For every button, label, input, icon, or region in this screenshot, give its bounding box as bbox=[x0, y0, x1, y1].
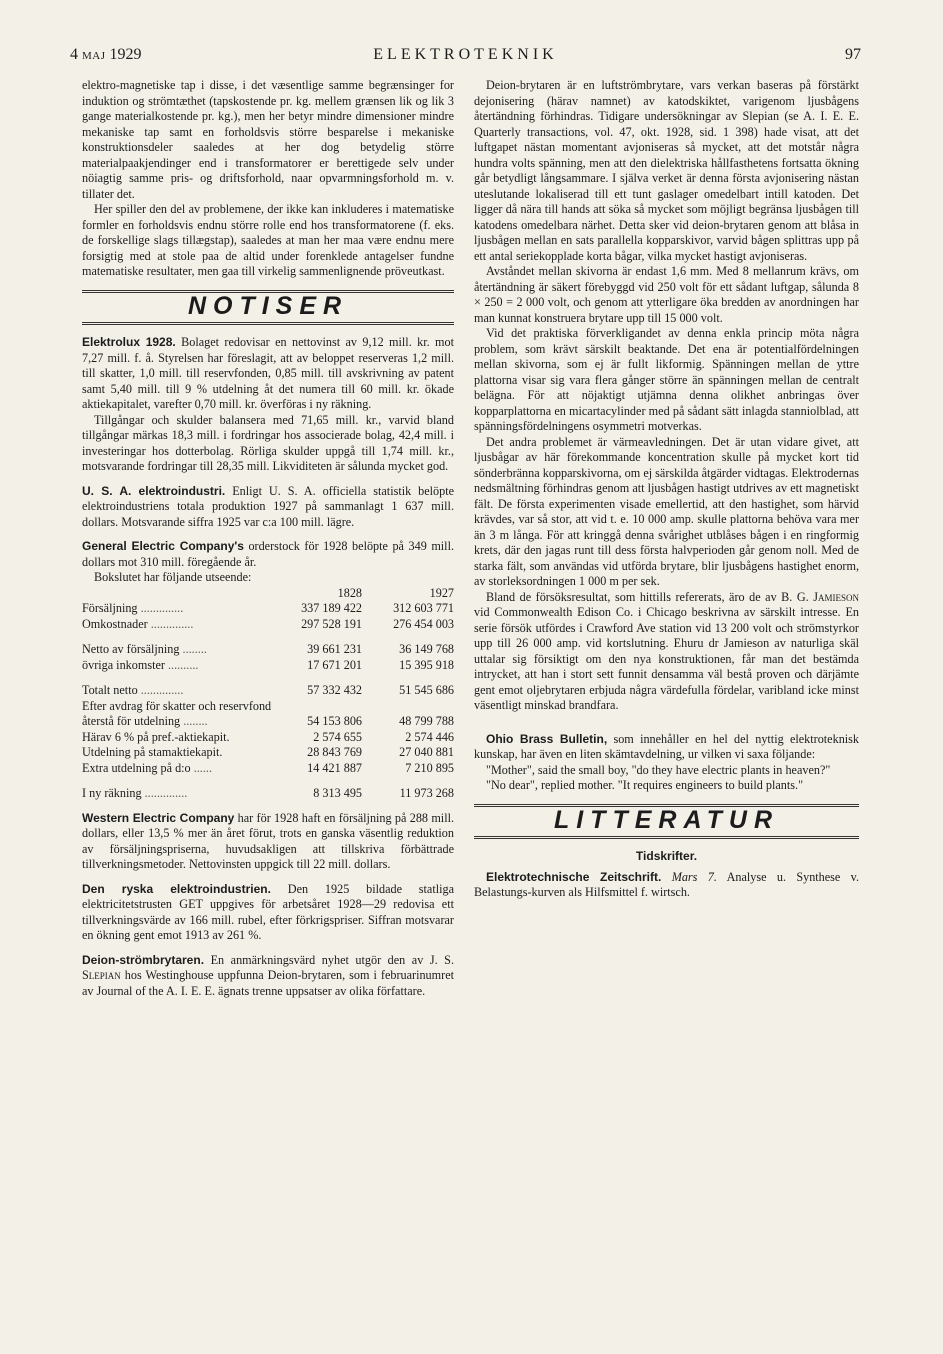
table-row: Efter avdrag för skatter och reservfond återstå för utdelning ........ 54 153 806 48 799 788 bbox=[82, 698, 454, 728]
article-heading: Ohio Brass Bulletin, bbox=[486, 731, 608, 746]
article-heading: U. S. A. elektroindustri. bbox=[82, 483, 226, 498]
table-row: Totalt netto .............. 57 332 432 51 545 686 bbox=[82, 683, 454, 697]
quote-line: "Mother", said the small boy, "do they have electric plants in heaven?" bbox=[486, 762, 831, 777]
section-title-litteratur: LITTERATUR bbox=[553, 805, 780, 834]
table-year-header: 1828 bbox=[337, 585, 362, 600]
usa-article: U. S. A. elektroindustri. Enligt U. S. A. officiella statistik belöpte elektroindustriens totala produktion 1927 på sammanlagt 1 637 mill. dollars. Motsvarande siffra 1925 var c:a 100 mill. lägre. bbox=[82, 483, 454, 529]
right-column bbox=[474, 78, 859, 901]
page-number: 97 bbox=[845, 46, 861, 63]
russian-article: Den ryska elektroindustrien. Den 1925 bildade statliga elektricitetstrusten GET uppgives för arbetsåret 1928—29 redovisa ett tillverkningsvärde av 166 mill. rubel, efter förkrigspriser. Siffran motsvarar en ökning gent emot 1913 av 261 %. bbox=[82, 881, 455, 942]
table-row: Omkostnader .............. 297 528 191 276 454 003 bbox=[82, 616, 454, 631]
deion-paragraph-1: Deion-brytaren är en luftströmbrytare, vars verkan baseras på förstärkt dejonisering (härav namnet) av katodskiktet, varigenom ljusbågens återtändning förhindras. Tidigare undersökningar av Slepian (se A. I. E. E. Quarterly transactions, vol. 47, okt. 1928, sid. 1 398) hade visat, att det luftgapet nästan momentant avjoniseras så mycket, att det motstår några hundra volts spänning, men att den dielektriska hållfasthetens fortsatta ökning går betydligt långsammare. I själva verket är denna första avjonisering nästan uteslutande lokaliserad till ett tunt gaslager omedelbart intill katoden. Det ligger då nära till hands att söka så mycket som möjligt begränsa ljusbågen till katodens omedelbara närhet. Detta sker vid deion-brytaren genom att blåsa in ljusbågen mellan en sats parallella kopparskivor, varvid bågen splittras upp på ett antal seriekopplade korta bågar, vilka mycket hastigt avjoniseras. bbox=[474, 78, 859, 263]
elektrolux-paragraph-2: Tillgångar och skulder balansera med 71,65 mill. kr., varvid bland tillgångar märkas 18,3 mill. i fordringar hos associerade bolag, 42,4 mill. i investeringar hos dotterbolag. Rörliga skulder uppgå till 1,74 mill. kr., motsvarande fordringar till 28,35 mill. Likviditeten är sålunda mycket god. bbox=[82, 412, 454, 473]
litteratur-banner bbox=[474, 804, 859, 840]
article-heading: Elektrolux 1928. bbox=[82, 335, 176, 349]
financial-table bbox=[82, 586, 454, 802]
table-row: Utdelning på stamaktiekapit. 28 843 769 27 040 881 bbox=[82, 745, 454, 759]
intro-paragraph: elektro-magnetiske tap i disse, i det væsentlige samme begrænsinger for induktion og strömtæthet (tapskostende pr. kg. mellem grænsen lik og lik 3 gange materialkostende pr. kg.), men her betyr mindre dimensioner mindre mekaniske tap samt en forholdsvis större besparelse i mekaniske konstruktionsdeler saaledes at her dog betydelig större materialpaakjendinger end i transformatorer er berettigede selv under nöiagtig samme pris- og driftsforhold, naar opvarmningsforhold m. v. tillater det. bbox=[82, 78, 454, 201]
article-heading: Western Electric Company bbox=[82, 810, 235, 825]
tidskrifter-heading: Tidskrifter. bbox=[635, 849, 698, 863]
western-electric-article: Western Electric Company har för 1928 haft en försäljning på 288 mill. dollars, eller 13,5 % mer än året förut, trots en ganska väsentlig reduktion av försäljningspriserna, huvudsakligen att tillskriva förbättrade tillverkningsmetoder. Nettovinsten uppgick till 22 mill. dollars. bbox=[82, 810, 455, 871]
table-row: Extra utdelning på d:o ...... 14 421 887 7 210 895 bbox=[82, 760, 454, 775]
deion-article: Deion-strömbrytaren. En anmärkningsvärd nyhet utgör den av J. S. Slepian hos Westinghouse uppfunna Deion-brytaren, som i februarinumret av Journal of the A. I. E. E. ägnats trenne uppsatser av olika författare. bbox=[82, 952, 455, 998]
intro-paragraph-2: Her spiller den del av problemene, der ikke kan inkluderes i matematiske formler en forholdsvis endnu större rolle end hos transformatorene (f. eks. de forskellige slags tillægstap), saaledes at man her maa være endnu mere forsigtig med at stole paa de altid under forenklede antagelser fundne matematiske resultater, men gaa till virkelig sammenlignende pröveutkast. bbox=[82, 202, 454, 278]
ge-paragraph-2: Bokslutet har följande utseende: bbox=[94, 570, 252, 584]
article-heading: Den ryska elektroindustrien. bbox=[82, 881, 271, 896]
running-header bbox=[70, 46, 861, 68]
quote-line: "No dear", replied mother. "It requires engineers to build plants." bbox=[486, 778, 804, 792]
section-title-notiser: NOTISER bbox=[187, 291, 349, 320]
notiser-banner bbox=[82, 290, 454, 326]
article-heading: General Electric Company's bbox=[82, 539, 244, 553]
table-row: Härav 6 % på pref.-aktiekapit. 2 574 655 2 574 446 bbox=[82, 729, 454, 744]
deion-paragraph-4: Det andra problemet är värmeavledningen. Det är utan vidare givet, att ljusbågar av här förekommande koncentration skulle på mycket kort tid sönderbränna kopparskivorna, om ej särskilda åtgärder vidtagas. Elektrodernas nedsmältning förhindras genom att ljusbågen hastigt utdrives av ett magnetiskt fält. De första experimenten visade emellertid, att den hastighet, som härvid krävdes, var så stor, att vid t. e. 10 000 amp. skulle plattorna behöva vara mer än 3 m långa. För att kringgå denna svårighet utblåses bågen i en ringformig krets, där den jagas runt till dess första halvperioden går genom noll. Med de starka fält, som användas vid utförda brytare, blir ljusbågens hastighet enorm, av storleksordningen 1 000 m per sek. bbox=[474, 434, 859, 588]
article-heading: Deion-strömbrytaren. bbox=[82, 952, 205, 967]
table-year-header: 1927 bbox=[429, 585, 454, 600]
table-row: övriga inkomster .......... 17 671 201 15 395 918 bbox=[82, 657, 454, 672]
journal-title: ELEKTROTEKNIK bbox=[373, 46, 558, 63]
deion-paragraph-3: Vid det praktiska förverkligandet av denna enkla princip möta några problem, som krävt särskilt beaktande. Det ena är potentialfördelningen mellan skivorna, som ej är fullt likformig. Spänningen mellan de yttre plattorna visar sig vara flera gånger större än spänningen mellan de centralt belägna. För att nöjaktigt utjämna denna olikhet anbringas över kopparplattorna en micartacylinder med på sådant sätt inlagda stanniolblad, att spänningsfördelningens osymmetri motverkas. bbox=[474, 326, 859, 433]
ohio-brass-article: Ohio Brass Bulletin, som innehåller en hel del nyttig elektroteknisk kunskap, har även en liten skämtavdelning, ur vilken vi saxa följande: bbox=[474, 731, 860, 761]
ge-article: General Electric Company's orderstock för 1928 belöpte på 349 mill. dollars mot 310 mill. föregående år. bbox=[82, 539, 455, 569]
table-row: Försäljning .............. 337 189 422 312 603 771 bbox=[82, 601, 454, 615]
issue-date: 4 MAJ 1929 bbox=[70, 46, 142, 63]
deion-paragraph-2: Avståndet mellan skivorna är endast 1,6 mm. Med 8 mellanrum krävs, om återtändning är säkert förebyggd vid 250 volt för ett sådant luftgap, sålunda 8 × 250 = 2 000 volt, och genom att ytterligare öka bredden av anordningen har man kunnat konstruera brytare upp till 15 000 volt. bbox=[474, 264, 859, 325]
deion-paragraph-5: Bland de försöksresultat, som hittills refererats, äro de av B. G. Jamieson vid Commonwealth Edison Co. i Chicago beskrivna av särskilt intresse. En serie försök utfördes i Crawford Ave station vid 13 200 volt och strömstyrkor upp till 26 000 amp. vid kortslutning. Ehuru dr Jamieson av naturliga skäl uttalar sig försiktigt om den nya konstruktionen, får man det bestämda intrycket, att han i stort sett funnit densamma väl bestå proven och därjämte gent emot oljebrytaren erbjuda några värdefulla fördelar, varibland icke minst väsentligt minskad brandfara. bbox=[474, 589, 860, 712]
literature-entry: Elektrotechnische Zeitschrift. Mars 7. Analyse u. Synthese v. Belastungs-kurven als Hilfsmittel f. wirtsch. bbox=[474, 869, 860, 899]
elektrolux-article: Elektrolux 1928. Bolaget redovisar en nettovinst av 9,12 mill. kr. mot 7,27 mill. f. å. Styrelsen har föreslagit, att av beloppet reserveras 1,2 mill. till skatter, 1,0 mill. till reservfonden, 0,85 mill. till avskrivning av patent samt 5,40 mill. till 9 % utdelning åt det numera till 60 mill. kr. ökade aktiekapitalet, varefter 0,70 mill. kr. överföras i ny räkning. bbox=[82, 335, 454, 411]
table-row: I ny räkning .............. 8 313 495 11 973 268 bbox=[82, 786, 454, 800]
table-row: Netto av försäljning ........ 39 661 231 36 149 768 bbox=[82, 642, 454, 656]
left-column bbox=[82, 78, 454, 999]
